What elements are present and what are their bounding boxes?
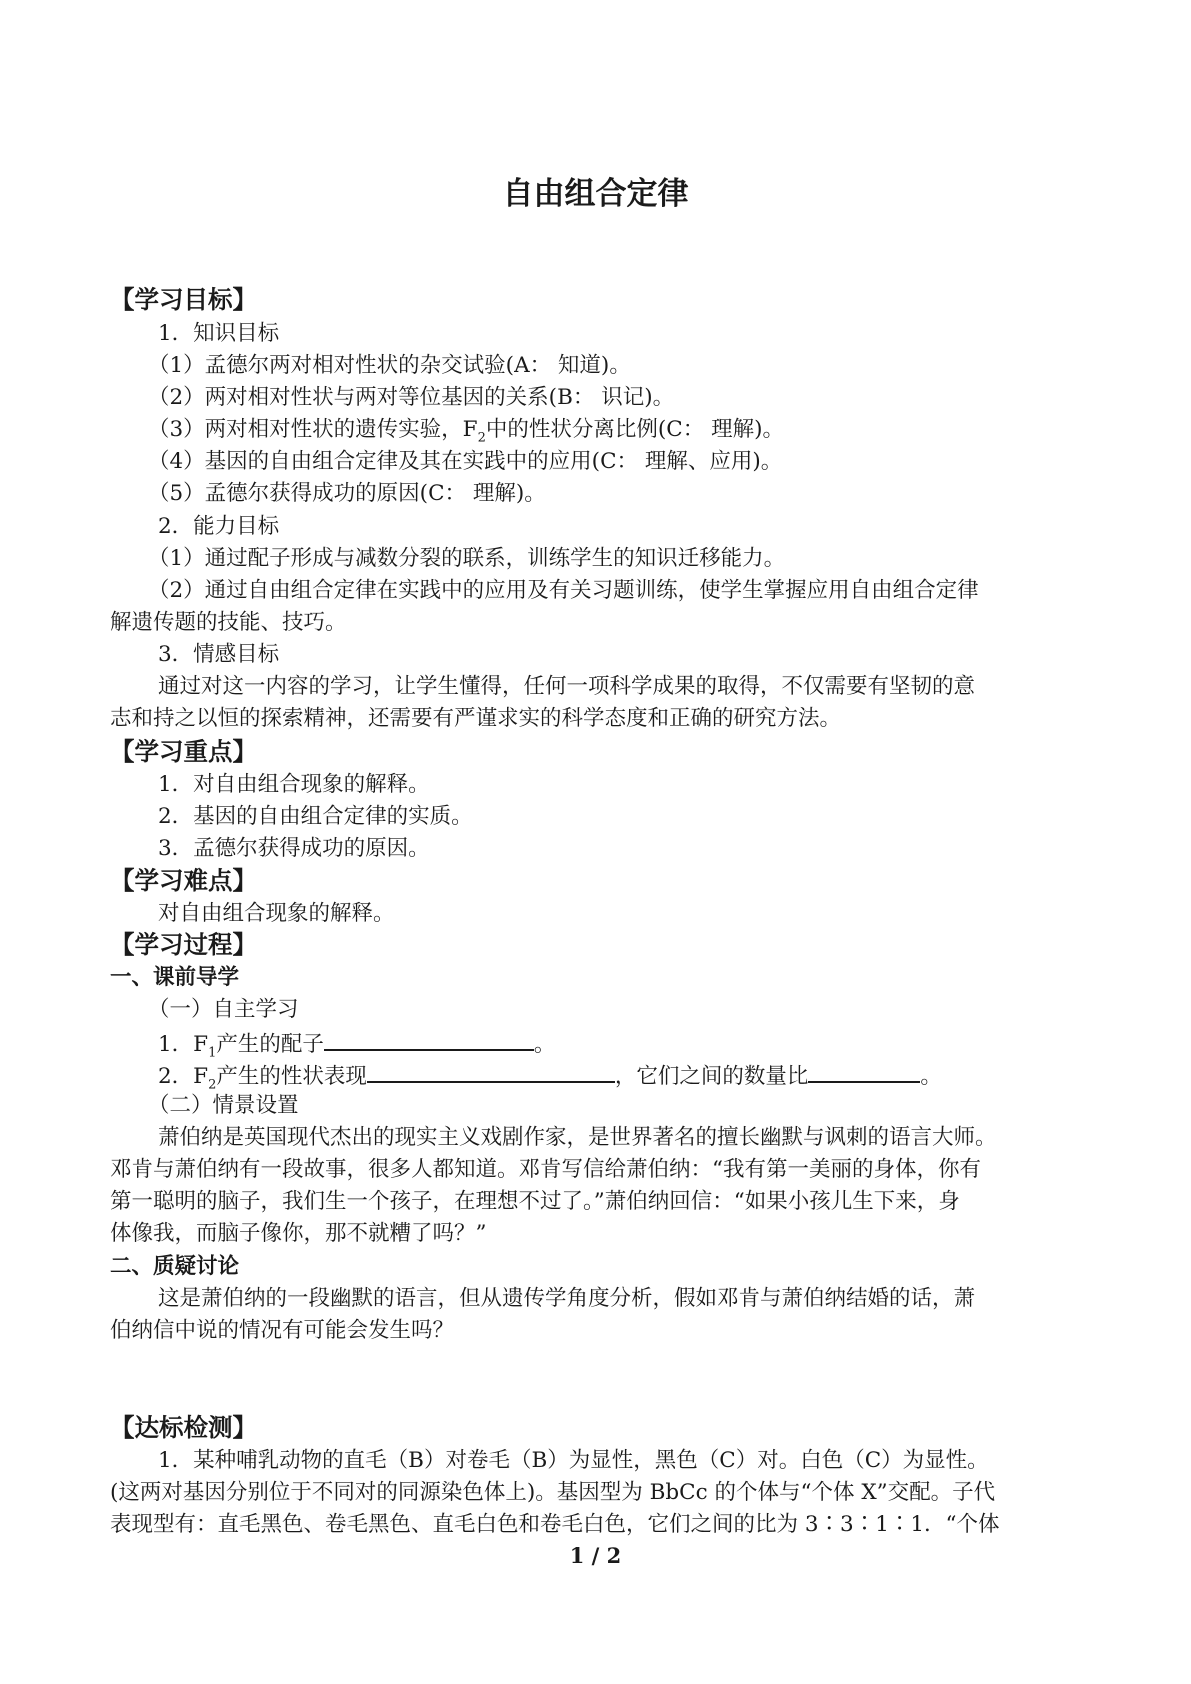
self-study-title: （一）自主学习 — [148, 997, 299, 1022]
question-2: 2．$F_2$产生的性状表现 ，它们之间的数量比 。 — [158, 1059, 942, 1100]
question-1: 1．$F_1$产生的配子 。 — [158, 1027, 555, 1068]
ability-goal-item: （1）通过配子形成与减数分裂的联系，训练学生的知识迁移能力。 — [148, 546, 786, 571]
page-number: 1 / 2 — [569, 1543, 622, 1568]
emotion-goal-text: 志和持之以恒的探索精神，还需要有严谨求实的科学态度和正确的研究方法。 — [110, 706, 842, 731]
emotion-goal-title: 3．情感目标 — [158, 642, 280, 667]
scenario-title: （二）情景设置 — [148, 1093, 299, 1118]
page-title: 自由组合定律 — [502, 176, 689, 212]
check-question-text: 表现型有：直毛黑色、卷毛黑色、直毛白色和卷毛白色，它们之间的比为 3∶3∶1∶1．“个体 — [110, 1512, 1000, 1537]
scenario-text: 萧伯纳是英国现代杰出的现实主义戏剧作家，是世界著名的擅长幽默与讽刺的语言大师。 — [158, 1125, 997, 1150]
key-point-item: 3．孟德尔获得成功的原因。 — [158, 836, 430, 861]
answer-blank[interactable] — [367, 1059, 615, 1083]
section-heading-key-points: 【学习重点】 — [110, 737, 257, 766]
scenario-text: 邓肯与萧伯纳有一段故事，很多人都知道。邓肯写信给萧伯纳：“我有第一美丽的身体，你有 — [110, 1157, 981, 1182]
knowledge-goal-item: （2）两对相对性状与两对等位基因的关系(B： 识记)。 — [148, 385, 675, 410]
discussion-text: 这是萧伯纳的一段幽默的语言，但从遗传学角度分析，假如邓肯与萧伯纳结婚的话，萧 — [158, 1286, 976, 1311]
check-question-text: (这两对基因分别位于不同对的同源染色体上)。基因型为 BbCc 的个体与“个体 X”交配。子代 — [110, 1480, 996, 1505]
section-heading-difficulties: 【学习难点】 — [110, 866, 257, 895]
answer-blank[interactable] — [808, 1059, 920, 1083]
check-question-text: 1．某种哺乳动物的直毛（B）对卷毛（B）为显性，黑色（C）对。白色（C）为显性。 — [158, 1448, 989, 1473]
knowledge-goal-title: 1．知识目标 — [158, 321, 280, 346]
difficulty-text: 对自由组合现象的解释。 — [158, 901, 395, 926]
key-point-item: 2．基因的自由组合定律的实质。 — [158, 804, 473, 829]
emotion-goal-text: 通过对这一内容的学习，让学生懂得，任何一项科学成果的取得，不仅需要有坚韧的意 — [158, 674, 976, 699]
scenario-text: 第一聪明的脑子，我们生一个孩子，在理想不过了。”萧伯纳回信：“如果小孩儿生下来，身 — [110, 1189, 960, 1214]
ability-goal-item: （2）通过自由组合定律在实践中的应用及有关习题训练，使学生掌握应用自由组合定律 — [148, 578, 979, 603]
section-heading-goals: 【学习目标】 — [110, 285, 257, 314]
ability-goal-item: 解遗传题的技能、技巧。 — [110, 610, 347, 635]
discussion-text: 伯纳信中说的情况有可能会发生吗？ — [110, 1318, 455, 1343]
answer-blank[interactable] — [324, 1027, 534, 1051]
knowledge-goal-item: （3）两对相对性状的遗传实验，$F_2$中的性状分离比例(C： 理解)。 — [148, 417, 784, 446]
knowledge-goal-item: （5）孟德尔获得成功的原因(C： 理解)。 — [148, 481, 546, 506]
section-heading-check: 【达标检测】 — [110, 1413, 257, 1442]
knowledge-goal-item: （4）基因的自由组合定律及其在实践中的应用(C： 理解、应用)。 — [148, 449, 783, 474]
knowledge-goal-item: （1）孟德尔两对相对性状的杂交试验(A： 知道)。 — [148, 353, 631, 378]
scenario-text: 体像我，而脑子像你，那不就糟了吗？” — [110, 1221, 487, 1246]
part1-title: 一、课前导学 — [110, 965, 240, 990]
key-point-item: 1．对自由组合现象的解释。 — [158, 772, 430, 797]
ability-goal-title: 2．能力目标 — [158, 514, 280, 539]
section-heading-process: 【学习过程】 — [110, 930, 257, 959]
part2-title: 二、质疑讨论 — [110, 1254, 240, 1279]
